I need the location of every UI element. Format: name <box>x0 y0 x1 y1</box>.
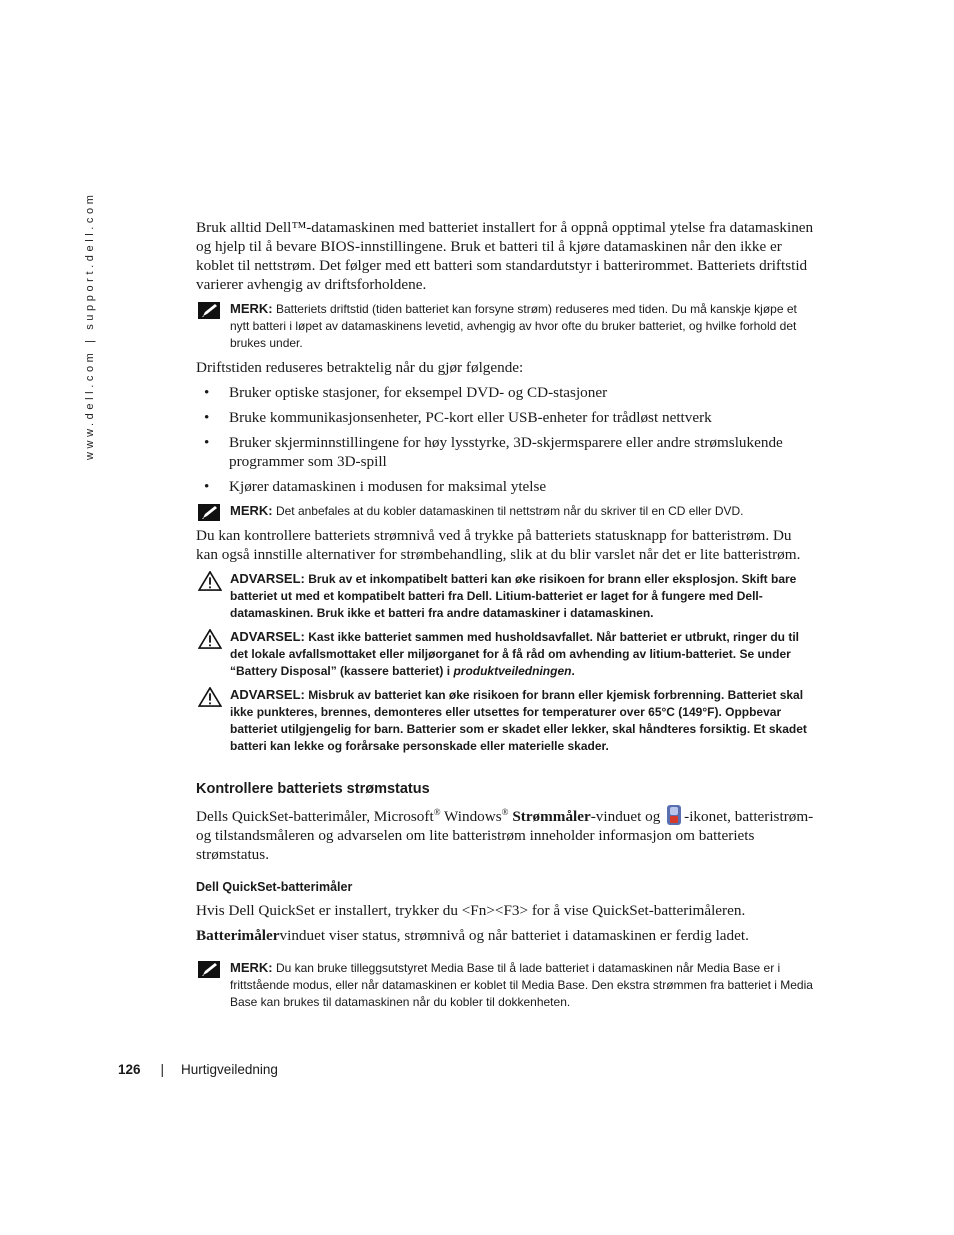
note-2 <box>196 502 816 520</box>
section-title: Kontrollere batteriets strømstatus <box>196 781 430 797</box>
sidebar-url: www.dell.com | support.dell.com <box>84 191 96 460</box>
list-item-text: Bruker optiske stasjoner, for eksempel DVD- og CD-stasjoner <box>229 384 608 401</box>
bullet-symbol: • <box>204 478 210 495</box>
list-item <box>196 383 816 402</box>
guide-title: produktveiledningen <box>453 664 572 678</box>
warning-2-end: . <box>571 664 575 678</box>
warning-triangle-icon <box>198 571 222 591</box>
warning-3-label: ADVARSEL: <box>230 687 305 702</box>
bullet-symbol: • <box>204 409 210 426</box>
list-item-text: Kjører datamaskinen i modusen for maksimal ytelse <box>229 478 547 495</box>
power-meter-name: Strømmåler <box>512 808 591 825</box>
warning-triangle-icon <box>198 629 222 649</box>
reduced-intro: Driftstiden reduseres betraktelig når du gjør følgende: <box>196 359 524 376</box>
bullet-symbol: • <box>204 384 210 401</box>
page-content <box>196 218 816 1017</box>
bullet-symbol: • <box>204 434 210 451</box>
note-3-text: Du kan bruke tilleggsutstyret Media Base til å lade batteriet i datamaskinen når Media Base er i frittstående modus, eller når datamaskinen er koblet til Media Base. Den ekstra strømmen fra batteriet i Media Base kan brukes til datamaskinen når du kobler til dokkenheten. <box>230 961 813 1009</box>
subsection-title: Dell QuickSet-batterimåler <box>196 880 353 894</box>
note-2-label: MERK: <box>230 503 273 518</box>
warning-2-label: ADVARSEL: <box>230 629 305 644</box>
intro-paragraph: Bruk alltid Dell™-datamaskinen med batteriet installert for å oppnå opptimal ytelse fra datamaskinen og hjelp til å bevare BIOS-innstillingene. Bruk et batteri til å kjøre datamaskinen når den ikke er koblet til nettstrøm. Det følger med ett batteri som standardutstyr i batterirommet. Batteriets driftstid varierer avhengig av driftsforholdene. <box>196 219 814 293</box>
list-item <box>196 408 816 427</box>
registered-mark: ® <box>501 806 509 817</box>
list-item <box>196 433 816 471</box>
page-number: 126 <box>118 1062 141 1077</box>
meter-name: Batterimåler <box>196 927 280 944</box>
meter-text: vinduet viser status, strømnivå og når batteriet i datamaskinen er ferdig ladet. <box>279 927 749 944</box>
warning-1-label: ADVARSEL: <box>230 571 305 586</box>
page-footer <box>118 1062 278 1077</box>
note-1-label: MERK: <box>230 301 273 316</box>
note-3-label: MERK: <box>230 960 273 975</box>
footer-title: Hurtigveiledning <box>181 1062 278 1077</box>
list-item <box>196 477 816 496</box>
check-paragraph: Du kan kontrollere batteriets strømnivå ved å trykke på batteriets statusknapp for batteristrøm. Du kan også innstille alternativer for strømbehandling, slik at du blir varslet når det er lite batteristrøm. <box>196 527 801 563</box>
note-pencil-icon <box>198 503 222 523</box>
note-pencil-icon <box>198 960 222 980</box>
registered-mark: ® <box>433 806 441 817</box>
status-paragraph <box>196 804 816 864</box>
warning-3 <box>196 686 816 755</box>
note-1 <box>196 300 816 352</box>
status-text-3: -vinduet og <box>590 808 665 825</box>
list-item-text: Bruker skjerminnstillingene for høy lysstyrke, 3D-skjermsparere eller andre strømslukende programmer som 3D-spill <box>229 434 783 470</box>
status-text-4: -ikonet, batteristrøm- og tilstandsmåleren og advarselen om lite batteristrøm inneholder informasjon om batteriets strømstatus. <box>196 808 814 863</box>
reduction-list <box>196 383 816 496</box>
warning-1 <box>196 570 816 622</box>
footer-separator: | <box>160 1062 165 1077</box>
warning-3-text: Misbruk av batteriet kan øke risikoen for brann eller kjemisk forbrenning. Batteriet skal ikke punkteres, brennes, demonteres eller utsettes for temperaturer over 65°C (149°F). Oppbevar batteriet utilgjengelig for barn. Batterier som er skadet eller lekker, skal håndteres forsiktig. Et skadet batteri kan lekke og forårsake personskade eller materielle skader. <box>230 688 807 753</box>
list-item-text: Bruke kommunikasjonsenheter, PC-kort eller USB-enheter for trådløst nettverk <box>229 409 712 426</box>
note-3 <box>196 959 816 1011</box>
warning-2 <box>196 628 816 680</box>
warning-1-text: Bruk av et inkompatibelt batteri kan øke risikoen for brann eller eksplosjon. Skift bare batteriet ut med et kompatibelt batteri fra Dell. Litium-batteriet er laget for å fungere med Dell-datamaskinen. Bruk ikke et batteri fra andre datamaskiner i datamaskinen. <box>230 572 797 620</box>
battery-meter-icon <box>665 804 683 826</box>
warning-2-text: Kast ikke batteriet sammen med husholdsavfallet. Når batteriet er utbrukt, ringer du til det lokale avfallsmottaket eller miljøorganet for å få råd om avhending av litium-batteriet. Se under “Battery Disposal” (kassere batteriet) i <box>230 630 800 678</box>
warning-triangle-icon <box>198 687 222 707</box>
quickset-paragraph: Hvis Dell QuickSet er installert, trykker du <Fn><F3> for å vise QuickSet-batterimåleren. <box>196 902 746 919</box>
status-text-2: Windows <box>440 808 502 825</box>
status-text-1: Dells QuickSet-batterimåler, Microsoft <box>196 808 434 825</box>
meter-paragraph <box>196 926 816 945</box>
note-1-text: Batteriets driftstid (tiden batteriet kan forsyne strøm) reduseres med tiden. Du må kanskje kjøpe et nytt batteri i løpet av datamaskinens levetid, avhengig av hvor ofte du bruker batteriet, og hvilke forhold det brukes under. <box>230 302 797 350</box>
note-pencil-icon <box>198 301 222 321</box>
note-2-text: Det anbefales at du kobler datamaskinen til nettstrøm når du skriver til en CD eller DVD. <box>275 504 744 518</box>
